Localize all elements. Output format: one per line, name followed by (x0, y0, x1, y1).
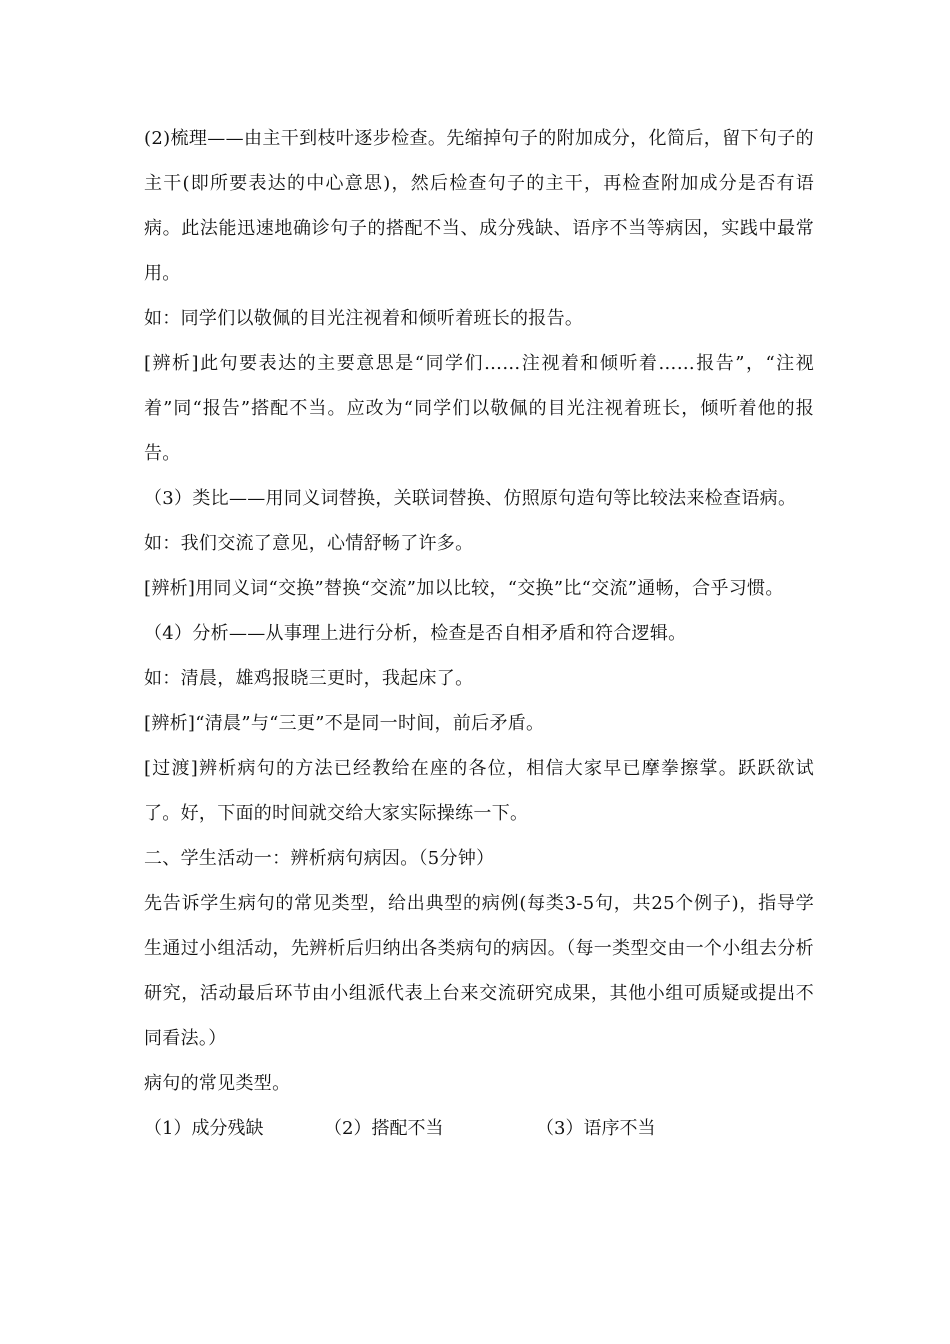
paragraph-example-1: 如：同学们以敬佩的目光注视着和倾听着班长的报告。 (144, 308, 584, 329)
section-heading-activity-1: 二、学生活动一：辨析病句病因。（5分钟） (144, 848, 495, 869)
paragraph-activity-description: 先告诉学生病句的常见类型，给出典型的病例(每类3-5句，共25个例子)，指导学生通过小组活动，先辨析后归纳出各类病句的病因。（每一类型交由一个小组去分析研究，活动最后环节由小组派代表上台来交流研究成果，其他小组可质疑或提出不同看法。） (144, 893, 814, 1049)
paragraph-method-4: （4）分析——从事理上进行分析，检查是否自相矛盾和符合逻辑。 (144, 623, 687, 644)
paragraph-method-2: (2)梳理——由主干到枝叶逐步检查。先缩掉句子的附加成分，化简后，留下句子的主干(即所要表达的中心意思)，然后检查句子的主干，再检查附加成分是否有语病。此法能迅速地确诊句子的搭配不当、成分残缺、语序不当等病因，实践中最常用。 (144, 128, 814, 284)
sentence-type-item: （1）成分残缺 (144, 1118, 264, 1139)
paragraph-method-3: （3）类比——用同义词替换，关联词替换、仿照原句造句等比较法来检查语病。 (144, 488, 797, 509)
paragraph-analysis-1: [辨析]此句要表达的主要意思是“同学们……注视着和倾听着……报告”，“注视着”同“报告”搭配不当。应改为“同学们以敬佩的目光注视着班长，倾听着他的报告。 (144, 353, 814, 464)
paragraph-analysis-3: [辨析]“清晨”与“三更”不是同一时间，前后矛盾。 (144, 713, 545, 734)
sentence-type-item: （3）语序不当 (536, 1118, 656, 1139)
document-body (144, 116, 814, 1151)
paragraph-example-3: 如：清晨，雄鸡报晓三更时，我起床了。 (144, 668, 474, 689)
paragraph-example-2: 如：我们交流了意见，心情舒畅了许多。 (144, 533, 474, 554)
sentence-types-list (144, 1106, 814, 1151)
paragraph-analysis-2: [辨析]用同义词“交换”替换“交流”加以比较，“交换”比“交流”通畅，合乎习惯。 (144, 578, 784, 599)
paragraph-types-intro: 病句的常见类型。 (144, 1073, 291, 1094)
sentence-type-item: （2）搭配不当 (324, 1118, 444, 1139)
paragraph-transition: [过渡]辨析病句的方法已经教给在座的各位，相信大家早已摩拳擦掌。跃跃欲试了。好，下面的时间就交给大家实际操练一下。 (144, 758, 814, 824)
